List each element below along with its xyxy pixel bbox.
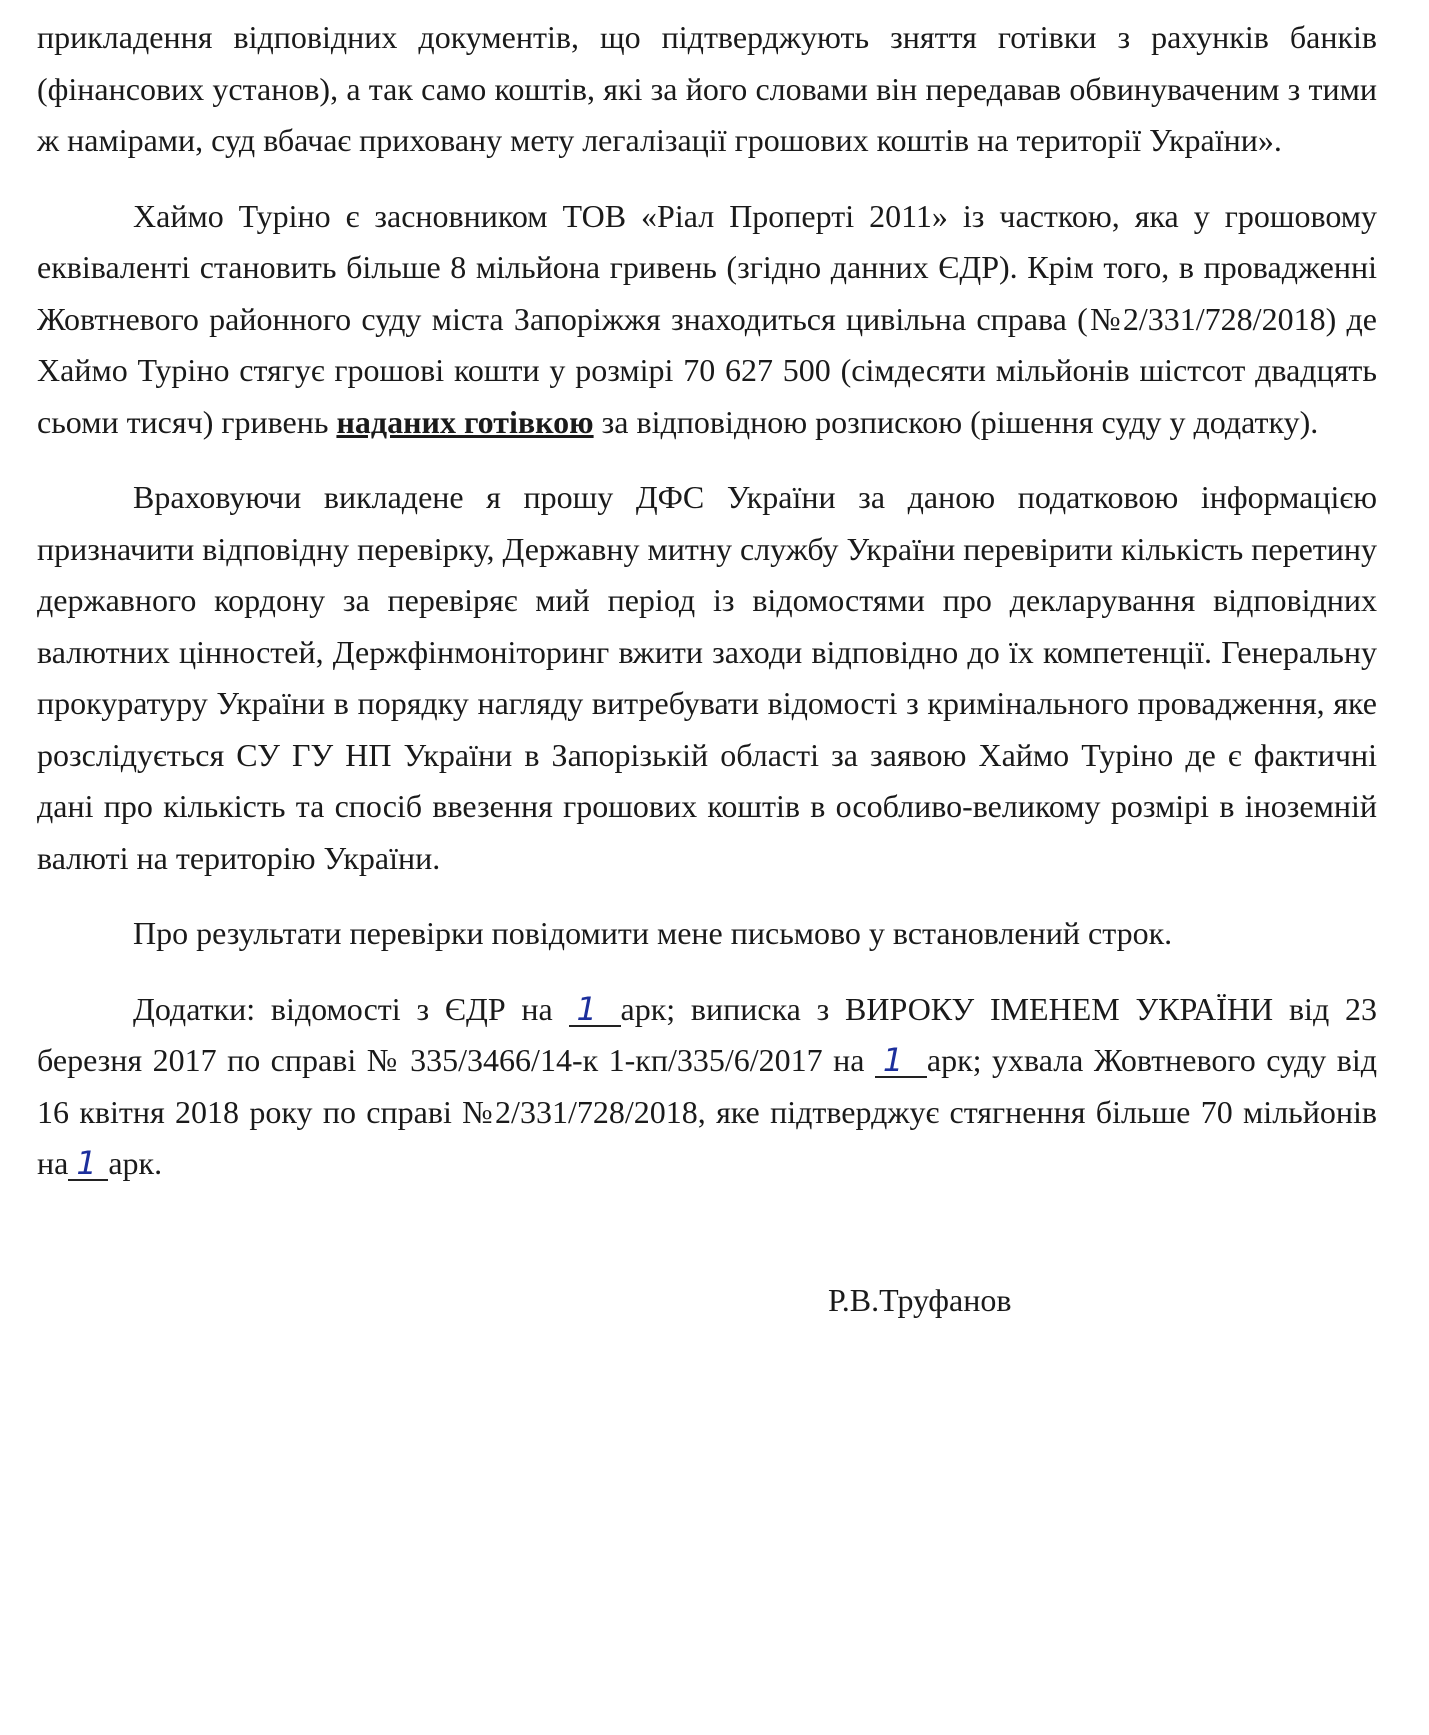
document-body — [37, 0, 1377, 1320]
handwritten-number: 1 — [76, 1144, 97, 1182]
text: Хаймо Туріно є засновником ТОВ «Ріал Проперті 2011» із часткою, яка у грошовому еквіваленті становить більше 8 мільйона гривень (згідно данних ЄДР). Крім того, в провадженні Жовтневого районного суду міста Запоріжжя знаходиться цивільна справа (№2/331/728/2018) де Хаймо Туріно стягує грошові кошти у розмірі 70 627 500 (сімдесяти мільйонів шістсот двадцять сьоми тисяч) гривень — [37, 197, 1377, 440]
paragraph-attachments — [37, 984, 1377, 1190]
handwritten-blank — [569, 989, 621, 1028]
paragraph-continuation: прикладення відповідних документів, що підтверджують зняття готівки з рахунків банків (фінансових установ), а так само коштів, які за його словами він передавав обвинуваченим з тими ж намірами, суд вбачає приховану мету легалізації грошових коштів на території України». — [37, 19, 1377, 158]
text: Додатки: відомості з ЄДР на — [133, 990, 569, 1027]
handwritten-number: 1 — [882, 1041, 904, 1079]
text: арк; виписка з ВИРОКУ ІМЕНЕМ УКРАЇНИ від 23 березня 2017 по справі № 335/3466/14-к 1-кп/335/6/2017 на — [37, 990, 1378, 1078]
paragraph-request: Враховуючи викладене я прошу ДФС України за даною податковою інформацією призначити відповідну перевірку, Державну митну службу України перевірити кількість перетину державного кордону за перевіряє мий період із відомостями про декларування відповідних валютних цінностей, Держфінмоніторинг вжити заходи відповідно до їх компетенції. Генеральну прокуратуру України в порядку нагляду витребувати відомості з кримінального провадження, яке розслідується СУ ГУ НП України в Запорізькій області за заявою Хаймо Туріно де є фактичні дані про кількість та спосіб ввезення грошових коштів в особливо-великому розмірі в іноземній валюті на територію України. — [37, 479, 1377, 876]
paragraph-results: Про результати перевірки повідомити мене письмово у встановлений строк. — [133, 915, 1173, 951]
handwritten-number: 1 — [576, 989, 597, 1028]
paragraph-turino — [37, 191, 1377, 449]
text: арк. — [108, 1145, 163, 1181]
signature-name: Р.В.Труфанов — [828, 1281, 1012, 1318]
emphasis-cash: наданих готівкою — [336, 403, 594, 440]
handwritten-blank — [875, 1041, 927, 1079]
handwritten-blank — [68, 1144, 108, 1182]
text: за відповідною розпискою (рішення суду у додатку). — [593, 403, 1319, 440]
text: арк; ухвала Жовтневого суду від 16 квітня 2018 року по справі №2/331/728/2018, яке підтверджує стягнення більше 70 мільйонів на — [37, 1042, 1378, 1181]
